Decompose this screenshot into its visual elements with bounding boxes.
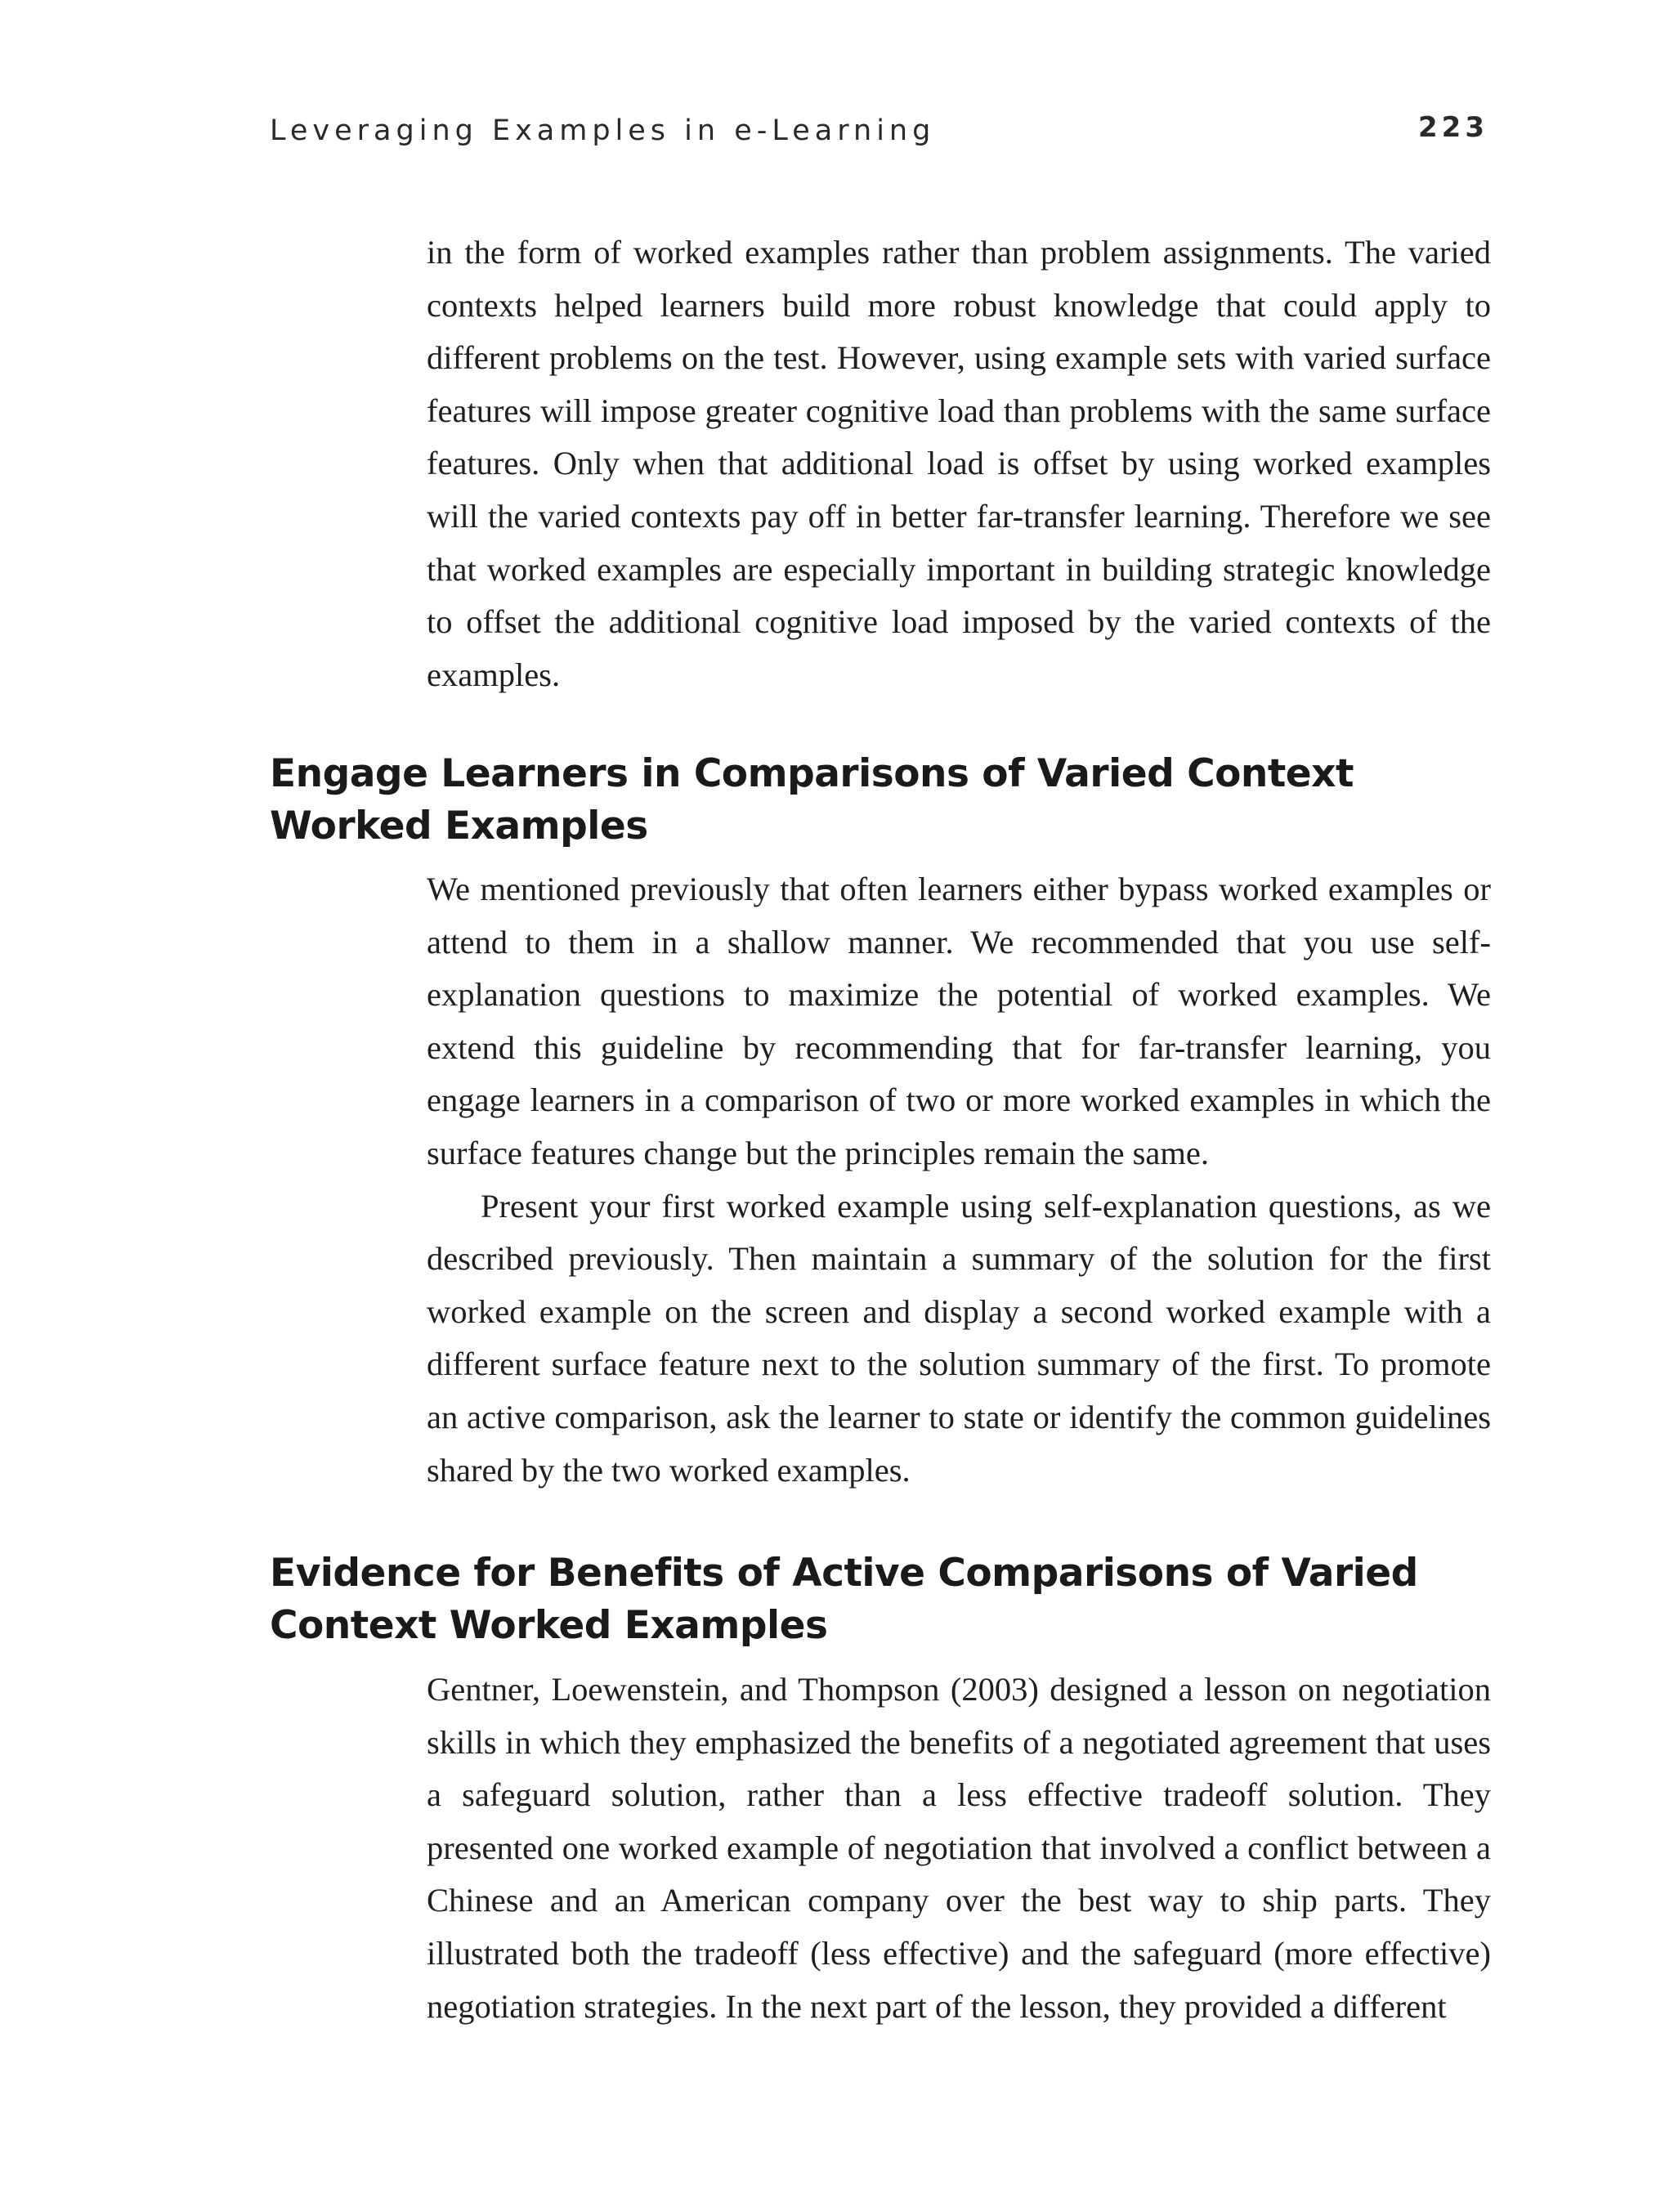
page-number: 223	[1418, 111, 1488, 144]
section-heading-line: Evidence for Benefits of Active Comparisons of Varied	[270, 1551, 1418, 1596]
body-paragraph: We mentioned previously that often learners either bypass worked examples or attend to them in a shallow manner. We recommended that you use self-explanation questions to maximize the potential of worked examples. We extend this guideline by recommending that for far-transfer learning, you engage learners in a comparison of two or more worked examples in which the surface features change but the principles remain the same.	[427, 871, 1491, 1171]
section-heading-evidence	[270, 1547, 1496, 1652]
section-heading-line: Engage Learners in Comparisons of Varied Context	[270, 751, 1354, 796]
section-body-evidence	[427, 1663, 1491, 2033]
section-body-engage-learners	[427, 863, 1491, 1497]
continued-paragraph-block	[427, 226, 1491, 701]
section-heading-line: Worked Examples	[270, 804, 648, 849]
section-heading-line: Context Worked Examples	[270, 1603, 828, 1648]
section-heading-engage-learners	[270, 748, 1496, 853]
continued-paragraph: in the form of worked examples rather than problem assignments. The varied contexts helped learners build more robust knowledge that could apply to different problems on the test. However, using example sets with varied surface features will impose greater cognitive load than problems with the same surface features. Only when that additional load is offset by using worked examples will the varied contexts pay off in better far-transfer learning. Therefore we see that worked examples are especially important in building strategic knowledge to offset the additional cognitive load imposed by the varied contexts of the examples.	[427, 234, 1491, 693]
body-paragraph: Present your first worked example using self-explanation questions, as we described previously. Then maintain a summary of the solution for the first worked example on the screen and display a second worked example with a different surface feature next to the solution summary of the first. To promote an active comparison, ask the learner to state or identify the common guidelines shared by the two worked examples.	[427, 1187, 1491, 1489]
body-paragraph: Gentner, Loewenstein, and Thompson (2003) designed a lesson on negotiation skills in which they emphasized the benefits of a negotiated agreement that uses a safeguard solution, rather than a less effective tradeoff solution. They presented one worked example of negotiation that involved a conflict between a Chinese and an American company over the best way to ship parts. They illustrated both the tradeoff (less effective) and the safeguard (more effective) negotiation strategies. In the next part of the lesson, they provided a different	[427, 1671, 1491, 2025]
running-head: Leveraging Examples in e-Learning	[270, 114, 936, 147]
